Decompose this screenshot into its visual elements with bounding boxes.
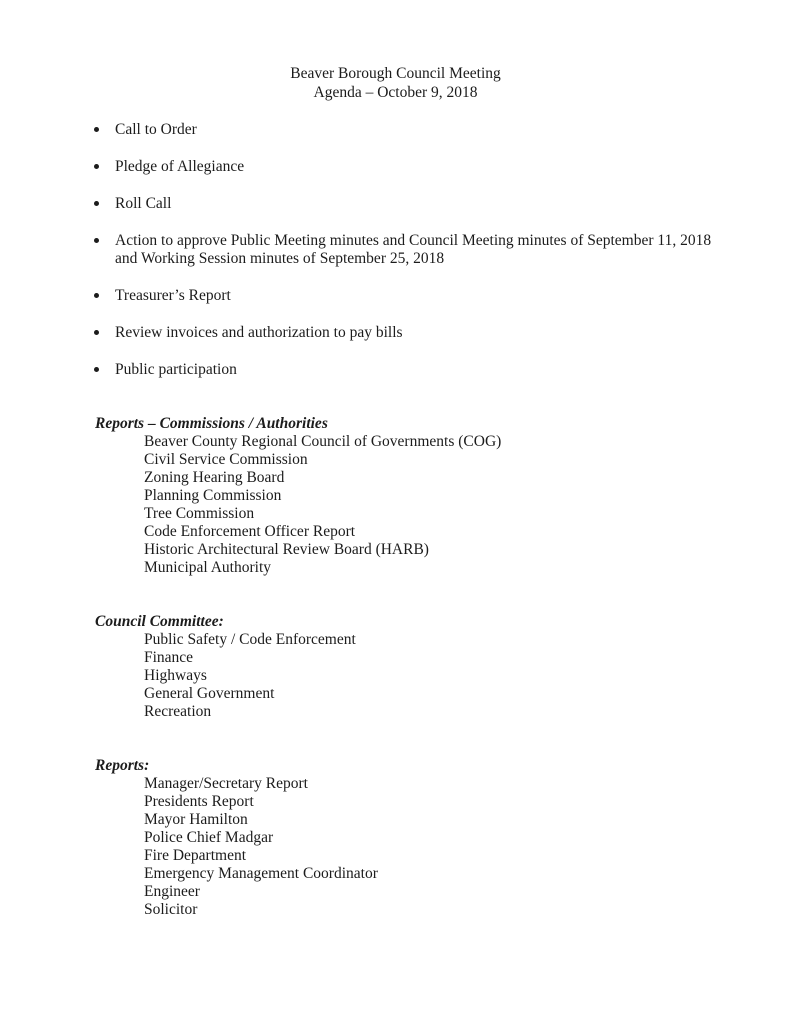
document-subtitle: Agenda – October 9, 2018 (313, 84, 478, 101)
section-list-item: Code Enforcement Officer Report (144, 523, 356, 540)
agenda-item-label: Review invoices and authorization to pay bills (115, 324, 403, 341)
section-list-item: Emergency Management Coordinator (144, 865, 378, 882)
bullet-icon (93, 195, 115, 213)
section-list-item: Zoning Hearing Board (144, 469, 285, 486)
section-list-item: General Government (144, 685, 275, 702)
agenda-bullet-item (93, 158, 791, 176)
agenda-bullet-item (93, 361, 791, 379)
document-header (0, 0, 791, 102)
agenda-item-label: Roll Call (115, 195, 172, 212)
section-list-item: Municipal Authority (144, 559, 272, 576)
agenda-item-label: Treasurer’s Report (115, 287, 231, 304)
section-item-list (95, 433, 791, 577)
bullet-icon (93, 324, 115, 342)
report-sections (95, 415, 791, 919)
section-item-list (95, 775, 791, 919)
agenda-bullet-item (93, 324, 791, 342)
section-list-item: Finance (144, 649, 194, 666)
section-list-item: Beaver County Regional Council of Governments (COG) (144, 433, 502, 450)
section-list-item: Engineer (144, 883, 200, 900)
section-heading: Council Committee: (95, 613, 224, 630)
section-list-item: Public Safety / Code Enforcement (144, 631, 356, 648)
section-heading: Reports: (95, 757, 150, 774)
section-list-item: Highways (144, 667, 207, 684)
section-heading: Reports – Commissions / Authorities (95, 415, 328, 432)
agenda-bullet-item (93, 287, 791, 305)
section-list-item: Fire Department (144, 847, 247, 864)
section-list-item: Police Chief Madgar (144, 829, 274, 846)
agenda-bullet-item (93, 232, 791, 268)
agenda-bullet-item (93, 121, 791, 139)
section-item-list (95, 631, 791, 721)
bullet-icon (93, 361, 115, 379)
agenda-item-label: Public participation (115, 361, 237, 378)
section-list-item: Solicitor (144, 901, 198, 918)
section-list-item: Tree Commission (144, 505, 255, 522)
bullet-icon (93, 287, 115, 305)
bullet-icon (93, 158, 115, 176)
document-title: Beaver Borough Council Meeting (290, 65, 501, 82)
report-section (95, 613, 791, 721)
bullet-icon (93, 232, 115, 268)
agenda-list (93, 121, 791, 379)
section-list-item: Manager/Secretary Report (144, 775, 308, 792)
report-section (95, 415, 791, 577)
report-section (95, 757, 791, 919)
section-list-item: Mayor Hamilton (144, 811, 248, 828)
agenda-item-label: Call to Order (115, 121, 197, 138)
bullet-icon (93, 121, 115, 139)
section-list-item: Civil Service Commission (144, 451, 308, 468)
agenda-item-label: Pledge of Allegiance (115, 158, 245, 175)
section-list-item: Presidents Report (144, 793, 254, 810)
section-list-item: Planning Commission (144, 487, 282, 504)
section-list-item: Recreation (144, 703, 212, 720)
agenda-bullet-item (93, 195, 791, 213)
section-list-item: Historic Architectural Review Board (HARB) (144, 541, 429, 558)
agenda-item-label: Action to approve Public Meeting minutes and Council Meeting minutes of September 11, 2018 and Working Session minutes of September 25, 2018 (115, 232, 712, 267)
